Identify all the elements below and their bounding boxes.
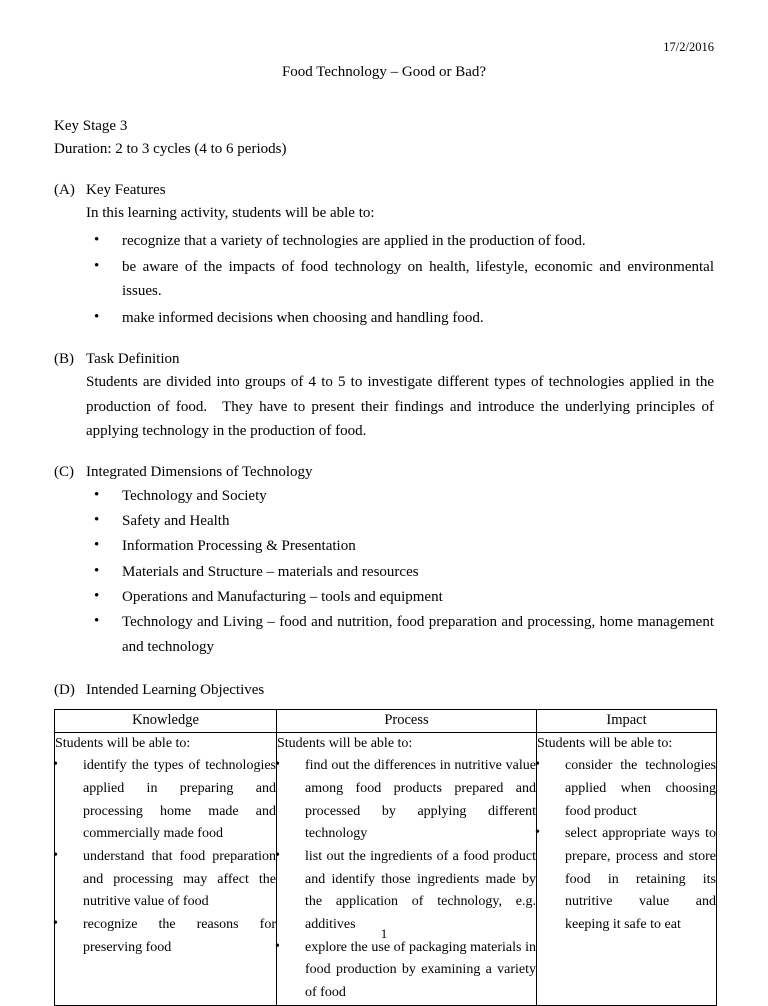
list-item: • Technology and Living – food and nutrition, food preparation and processing, home management and technology bbox=[86, 610, 714, 659]
section-b-heading bbox=[54, 348, 714, 371]
cell-lead: Students will be able to: bbox=[55, 736, 191, 752]
cell-process bbox=[277, 733, 537, 1005]
list-item bbox=[537, 755, 716, 823]
list-item-text: • understand that food preparation and processing may affect the nutritive value of food bbox=[83, 849, 276, 910]
list-item-text: • recognize the reasons for preserving food bbox=[83, 917, 276, 955]
ilo-table bbox=[54, 709, 717, 1005]
section-a-bullet-list bbox=[86, 229, 714, 330]
page-number: 1 bbox=[380, 926, 388, 941]
list-item: • Safety and Health bbox=[86, 509, 714, 533]
list-item bbox=[55, 755, 276, 846]
section-c-label: (C) bbox=[54, 464, 74, 481]
list-item-text: • find out the differences in nutritive value among food products prepared and processed by applying different technology bbox=[305, 758, 536, 842]
process-bullet-list bbox=[277, 755, 536, 1004]
list-item: • Materials and Structure – materials and resources bbox=[86, 560, 714, 584]
cell-knowledge bbox=[55, 733, 277, 1005]
section-d-label: (D) bbox=[54, 681, 75, 698]
cell-lead: Students will be able to: bbox=[277, 736, 413, 752]
section-integrated-dimensions bbox=[54, 461, 714, 659]
section-c-bullet-list bbox=[86, 484, 714, 659]
section-d-title: Intended Learning Objectives bbox=[86, 681, 265, 698]
section-b-label: (B) bbox=[54, 350, 74, 367]
list-item bbox=[277, 755, 536, 846]
section-c-title: Integrated Dimensions of Technology bbox=[86, 464, 313, 481]
list-item bbox=[537, 823, 716, 936]
document-date: 17/2/2016 bbox=[663, 40, 714, 54]
list-item: • be aware of the impacts of food technology on health, lifestyle, economic and environmental issues. bbox=[86, 255, 714, 304]
section-a-body bbox=[86, 202, 714, 330]
column-header-knowledge: Knowledge bbox=[55, 710, 277, 733]
duration-line: Duration: 2 to 3 cycles (4 to 6 periods) bbox=[54, 140, 287, 157]
list-item-text: • select appropriate ways to prepare, process and store food in retaining its nutritive value and keeping it safe to eat bbox=[565, 826, 716, 933]
impact-bullet-list bbox=[537, 755, 716, 936]
column-header-impact: Impact bbox=[537, 710, 717, 733]
section-b-paragraph: Students are divided into groups of 4 to 5 to investigate different types of technologies applied in the production of food. They have to present their findings and introduce the underlying principles of applying technology in the production of food. bbox=[86, 374, 714, 440]
cell-impact bbox=[537, 733, 717, 1005]
table-header-row bbox=[55, 710, 717, 733]
list-item bbox=[55, 846, 276, 914]
list-item-text: • identify the types of technologies applied in preparing and processing home made and commercially made food bbox=[83, 758, 276, 842]
list-item: • Operations and Manufacturing – tools and equipment bbox=[86, 585, 714, 609]
list-item-text: • consider the technologies applied when choosing food product bbox=[565, 758, 716, 819]
section-d-heading bbox=[54, 679, 714, 702]
section-intended-learning-objectives bbox=[54, 679, 714, 1006]
section-a-heading bbox=[54, 179, 714, 202]
section-c-heading bbox=[54, 461, 714, 484]
table-row bbox=[55, 733, 717, 1005]
section-a-lead: In this learning activity, students will be able to: bbox=[86, 204, 375, 221]
section-a-title: Key Features bbox=[86, 182, 166, 198]
section-b-body bbox=[86, 370, 714, 443]
section-b-title: Task Definition bbox=[86, 350, 180, 367]
list-item bbox=[277, 846, 536, 937]
list-item-text: • explore the use of packaging materials in food production by examining a variety of food bbox=[305, 939, 536, 1001]
list-item: • make informed decisions when choosing and handling food. bbox=[86, 306, 714, 330]
list-item: • Technology and Society bbox=[86, 484, 714, 508]
section-c-body bbox=[86, 484, 714, 659]
section-key-features bbox=[54, 179, 714, 330]
list-item: • Information Processing & Presentation bbox=[86, 534, 714, 558]
section-a-label: (A) bbox=[54, 182, 75, 198]
list-item-text: • list out the ingredients of a food product and identify those ingredients made by the application of technology, e.g. additives bbox=[305, 849, 536, 933]
list-item: • recognize that a variety of technologies are applied in the production of food. bbox=[86, 229, 714, 253]
list-item bbox=[277, 937, 536, 1005]
column-header-process: Process bbox=[277, 710, 537, 733]
key-stage-line: Key Stage 3 bbox=[54, 117, 128, 134]
section-task-definition bbox=[54, 348, 714, 443]
document-title: Food Technology – Good or Bad? bbox=[281, 64, 487, 80]
cell-lead: Students will be able to: bbox=[537, 736, 673, 752]
